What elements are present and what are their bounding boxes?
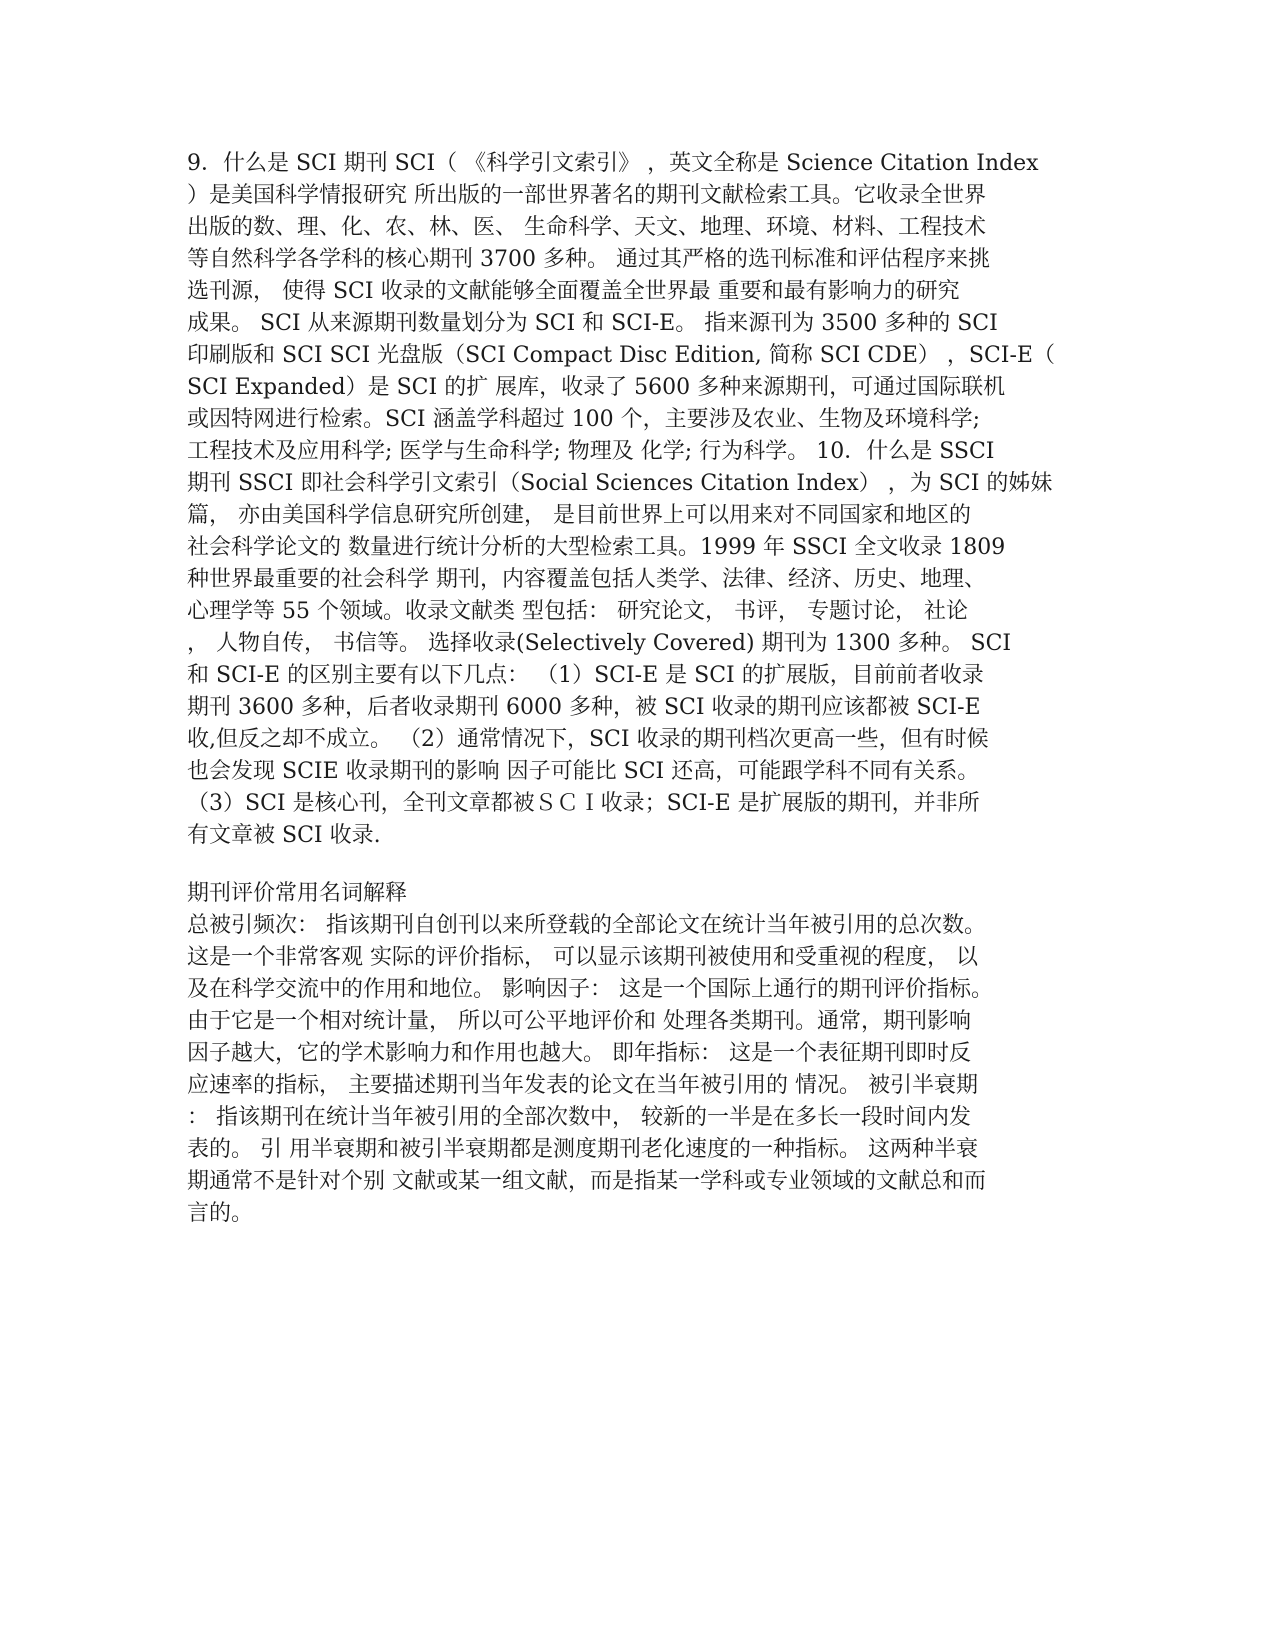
text-line: 印刷版和 SCI SCI 光盘版（SCI Compact Disc Edition, 简称 SCI CDE） ，SCI-E（ — [187, 343, 1055, 368]
text-line: 成果。 SCI 从来源期刊数量划分为 SCI 和 SCI-E。 指来源刊为 3500 多种的 SCI — [187, 311, 998, 336]
text-line: 或因特网进行检索。SCI 涵盖学科超过 100 个，主要涉及农业、生物及环境科学; — [187, 407, 980, 432]
text-line: ）是美国科学情报研究 所出版的一部世界著名的期刊文献检索工具。它收录全世界 — [187, 183, 986, 208]
text-line: SCI Expanded）是 SCI 的扩 展库，收录了 5600 多种来源期刊，可通过国际联机 — [187, 375, 1006, 400]
text-line: 心理学等 55 个领域。收录文献类 型包括： 研究论文， 书评， 专题讨论， 社论 — [187, 599, 968, 624]
text-line: 期通常不是针对个别 文献或某一组文献，而是指某一学科或专业领域的文献总和而 — [187, 1169, 986, 1194]
paragraph-glossary — [187, 878, 1087, 1230]
text-line: 由于它是一个相对统计量， 所以可公平地评价和 处理各类期刊。通常，期刊影响 — [187, 1009, 971, 1034]
text-line: 期刊 SSCI 即社会科学引文索引（Social Sciences Citation Index） ，为 SCI 的姊妹 — [187, 471, 1053, 496]
text-line: 工程技术及应用科学; 医学与生命科学; 物理及 化学; 行为科学。 10．什么是 SSCI — [187, 439, 995, 464]
text-line: 总被引频次： 指该期刊自创刊以来所登载的全部论文在统计当年被引用的总次数。 — [187, 913, 986, 938]
text-line: 9．什么是 SCI 期刊 SCI（ 《科学引文索引》 ，英文全称是 Science Citation Index — [187, 151, 1039, 176]
section-heading: 期刊评价常用名词解释 — [187, 881, 408, 906]
text-line: ： 指该期刊在统计当年被引用的全部次数中， 较新的一半是在多长一段时间内发 — [187, 1105, 971, 1130]
text-line: 应速率的指标， 主要描述期刊当年发表的论文在当年被引用的 情况。 被引半衰期 — [187, 1073, 978, 1098]
text-line: 因子越大，它的学术影响力和作用也越大。 即年指标： 这是一个表征期刊即时反 — [187, 1041, 971, 1066]
text-line: 收,但反之却不成立。 （2）通常情况下，SCI 收录的期刊档次更高一些，但有时候 — [187, 727, 989, 752]
text-line: 有文章被 SCI 收录. — [187, 823, 381, 848]
text-line: （3）SCI 是核心刊，全刊文章都被ＳＣＩ收录；SCI-E 是扩展版的期刊，并非所 — [187, 791, 980, 816]
text-line: 也会发现 SCIE 收录期刊的影响 因子可能比 SCI 还高，可能跟学科不同有关系。 — [187, 759, 980, 784]
text-line: 言的。 — [187, 1201, 254, 1226]
text-line: 和 SCI-E 的区别主要有以下几点： （1）SCI-E 是 SCI 的扩展版，目前前者收录 — [187, 663, 984, 688]
text-line: 篇， 亦由美国科学信息研究所创建， 是目前世界上可以用来对不同国家和地区的 — [187, 503, 971, 528]
text-line: 等自然科学各学科的核心期刊 3700 多种。 通过其严格的选刊标准和评估程序来挑 — [187, 247, 990, 272]
text-line: 选刊源， 使得 SCI 收录的文献能够全面覆盖全世界最 重要和最有影响力的研究 — [187, 279, 960, 304]
text-line: 出版的数、理、化、农、林、医、 生命科学、天文、地理、环境、材料、工程技术 — [187, 215, 986, 240]
text-line: 及在科学交流中的作用和地位。 影响因子： 这是一个国际上通行的期刊评价指标。 — [187, 977, 993, 1002]
text-line: 期刊 3600 多种，后者收录期刊 6000 多种，被 SCI 收录的期刊应该都被 SCI-E — [187, 695, 981, 720]
text-line: 这是一个非常客观 实际的评价指标， 可以显示该期刊被使用和受重视的程度， 以 — [187, 945, 978, 970]
text-line: 种世界最重要的社会科学 期刊，内容覆盖包括人类学、法律、经济、历史、地理、 — [187, 567, 986, 592]
text-line: 社会科学论文的 数量进行统计分析的大型检索工具。1999 年 SSCI 全文收录 1809 — [187, 535, 1006, 560]
text-line: ， 人物自传， 书信等。 选择收录(Selectively Covered) 期刊为 1300 多种。 SCI — [187, 631, 1012, 656]
paragraph-sci-ssci — [187, 148, 1087, 852]
text-line: 表的。 引 用半衰期和被引半衰期都是测度期刊老化速度的一种指标。 这两种半衰 — [187, 1137, 978, 1162]
